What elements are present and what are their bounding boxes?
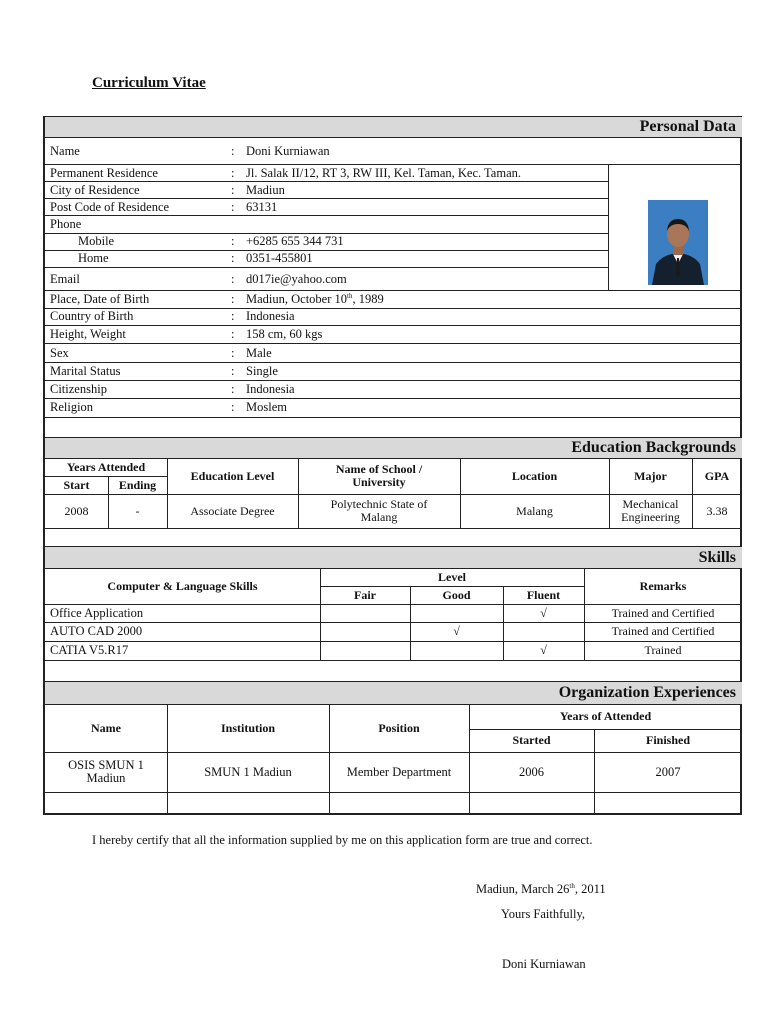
value-country: Indonesia (246, 309, 295, 323)
closing-phrase: Yours Faithfully, (501, 907, 586, 921)
label-birth: Place, Date of Birth (50, 292, 150, 306)
skill-row-3-fluent-check: √ (540, 643, 547, 657)
value-sex: Male (246, 346, 272, 360)
skills-good-header: Good (442, 587, 471, 602)
org-position: Member Department (346, 764, 452, 779)
label-mobile: Mobile (78, 234, 115, 248)
edu-ending-header: Ending (118, 477, 157, 492)
edu-ending: - (135, 503, 140, 518)
value-home: 0351-455801 (246, 251, 313, 265)
skill-row-1-fluent-check: √ (540, 605, 547, 620)
skills-fair-header: Fair (354, 587, 376, 602)
value-marital: Single (246, 364, 278, 378)
edu-location-header: Location (511, 468, 558, 483)
edu-level-header: Education Level (190, 468, 275, 483)
label-sex: Sex (50, 346, 69, 360)
edu-years-attended-header: Years Attended (66, 459, 146, 474)
org-finished: 2007 (655, 764, 681, 779)
skill-row-1-remarks: Trained and Certified (611, 605, 715, 620)
signature-place-date: Madiun, March 26th, 2011 (476, 882, 606, 897)
org-name: OSIS SMUN 1 Madiun (68, 758, 144, 785)
label-home: Home (78, 251, 109, 265)
org-name-header: Name (91, 720, 121, 735)
value-height-weight: 158 cm, 60 kgs (246, 327, 323, 341)
skill-row-3-name: CATIA V5.R17 (50, 643, 129, 657)
org-years-header: Years of Attended (559, 709, 652, 723)
org-finished-header: Finished (645, 733, 690, 747)
value-email: d017ie@yahoo.com (246, 272, 347, 286)
label-city: City of Residence (50, 183, 140, 197)
label-name: Name (50, 144, 80, 158)
skill-row-2-name: AUTO CAD 2000 (50, 624, 143, 638)
edu-school-header: Name of School / University (335, 462, 423, 489)
organization-header: Organization Experiences (45, 682, 742, 704)
label-post-code: Post Code of Residence (50, 200, 170, 214)
education-header: Education Backgrounds (45, 437, 742, 458)
edu-start-header: Start (63, 477, 90, 492)
skills-remarks-header: Remarks (639, 578, 687, 593)
value-permanent-residence: Jl. Salak II/12, RT 3, RW III, Kel. Taman, Kec. Taman. (246, 166, 521, 180)
skill-row-1-name: Office Application (50, 605, 144, 620)
org-started: 2006 (519, 764, 544, 779)
label-religion: Religion (50, 400, 94, 414)
edu-major-header: Major (634, 468, 667, 483)
certification-statement: I hereby certify that all the information supplied by me on this application form are true and correct. (92, 833, 593, 847)
label-citizenship: Citizenship (50, 382, 107, 396)
edu-gpa: 3.38 (706, 503, 728, 518)
label-phone: Phone (50, 217, 82, 231)
personal-data-header: Personal Data (45, 117, 742, 137)
value-city: Madiun (246, 183, 285, 197)
profile-photo (648, 200, 708, 285)
edu-level: Associate Degree (190, 503, 275, 518)
skills-skill-header: Computer & Language Skills (107, 578, 258, 593)
value-religion: Moslem (246, 400, 287, 414)
skill-row-3-remarks: Trained (644, 643, 682, 657)
signatory-name: Doni Kurniawan (502, 957, 586, 971)
edu-location: Malang (516, 503, 553, 518)
skills-header: Skills (45, 547, 742, 568)
label-country: Country of Birth (50, 309, 134, 323)
label-email: Email (50, 272, 80, 286)
value-post-code: 63131 (246, 200, 278, 214)
label-permanent-residence: Permanent Residence (50, 166, 158, 180)
org-institution: SMUN 1 Madiun (204, 764, 292, 779)
label-height-weight: Height, Weight (50, 327, 126, 341)
edu-major: Mechanical Engineering (621, 497, 680, 524)
skill-row-2-good-check: √ (453, 624, 460, 638)
org-institution-header: Institution (220, 720, 276, 735)
label-marital: Marital Status (50, 364, 121, 378)
skill-row-2-remarks: Trained and Certified (611, 624, 715, 638)
document-title: Curriculum Vitae (92, 75, 206, 91)
skills-level-header: Level (438, 569, 466, 584)
value-birth: Madiun, October 10th, 1989 (246, 292, 384, 307)
org-started-header: Started (512, 733, 551, 747)
skills-fluent-header: Fluent (526, 587, 561, 602)
edu-start: 2008 (64, 503, 89, 518)
value-citizenship: Indonesia (246, 382, 295, 396)
org-position-header: Position (378, 720, 420, 735)
edu-gpa-header: GPA (704, 468, 730, 483)
value-mobile: +6285 655 344 731 (246, 234, 344, 248)
edu-school: Polytechnic State of Malang (330, 497, 428, 524)
value-name: Doni Kurniawan (246, 144, 330, 158)
